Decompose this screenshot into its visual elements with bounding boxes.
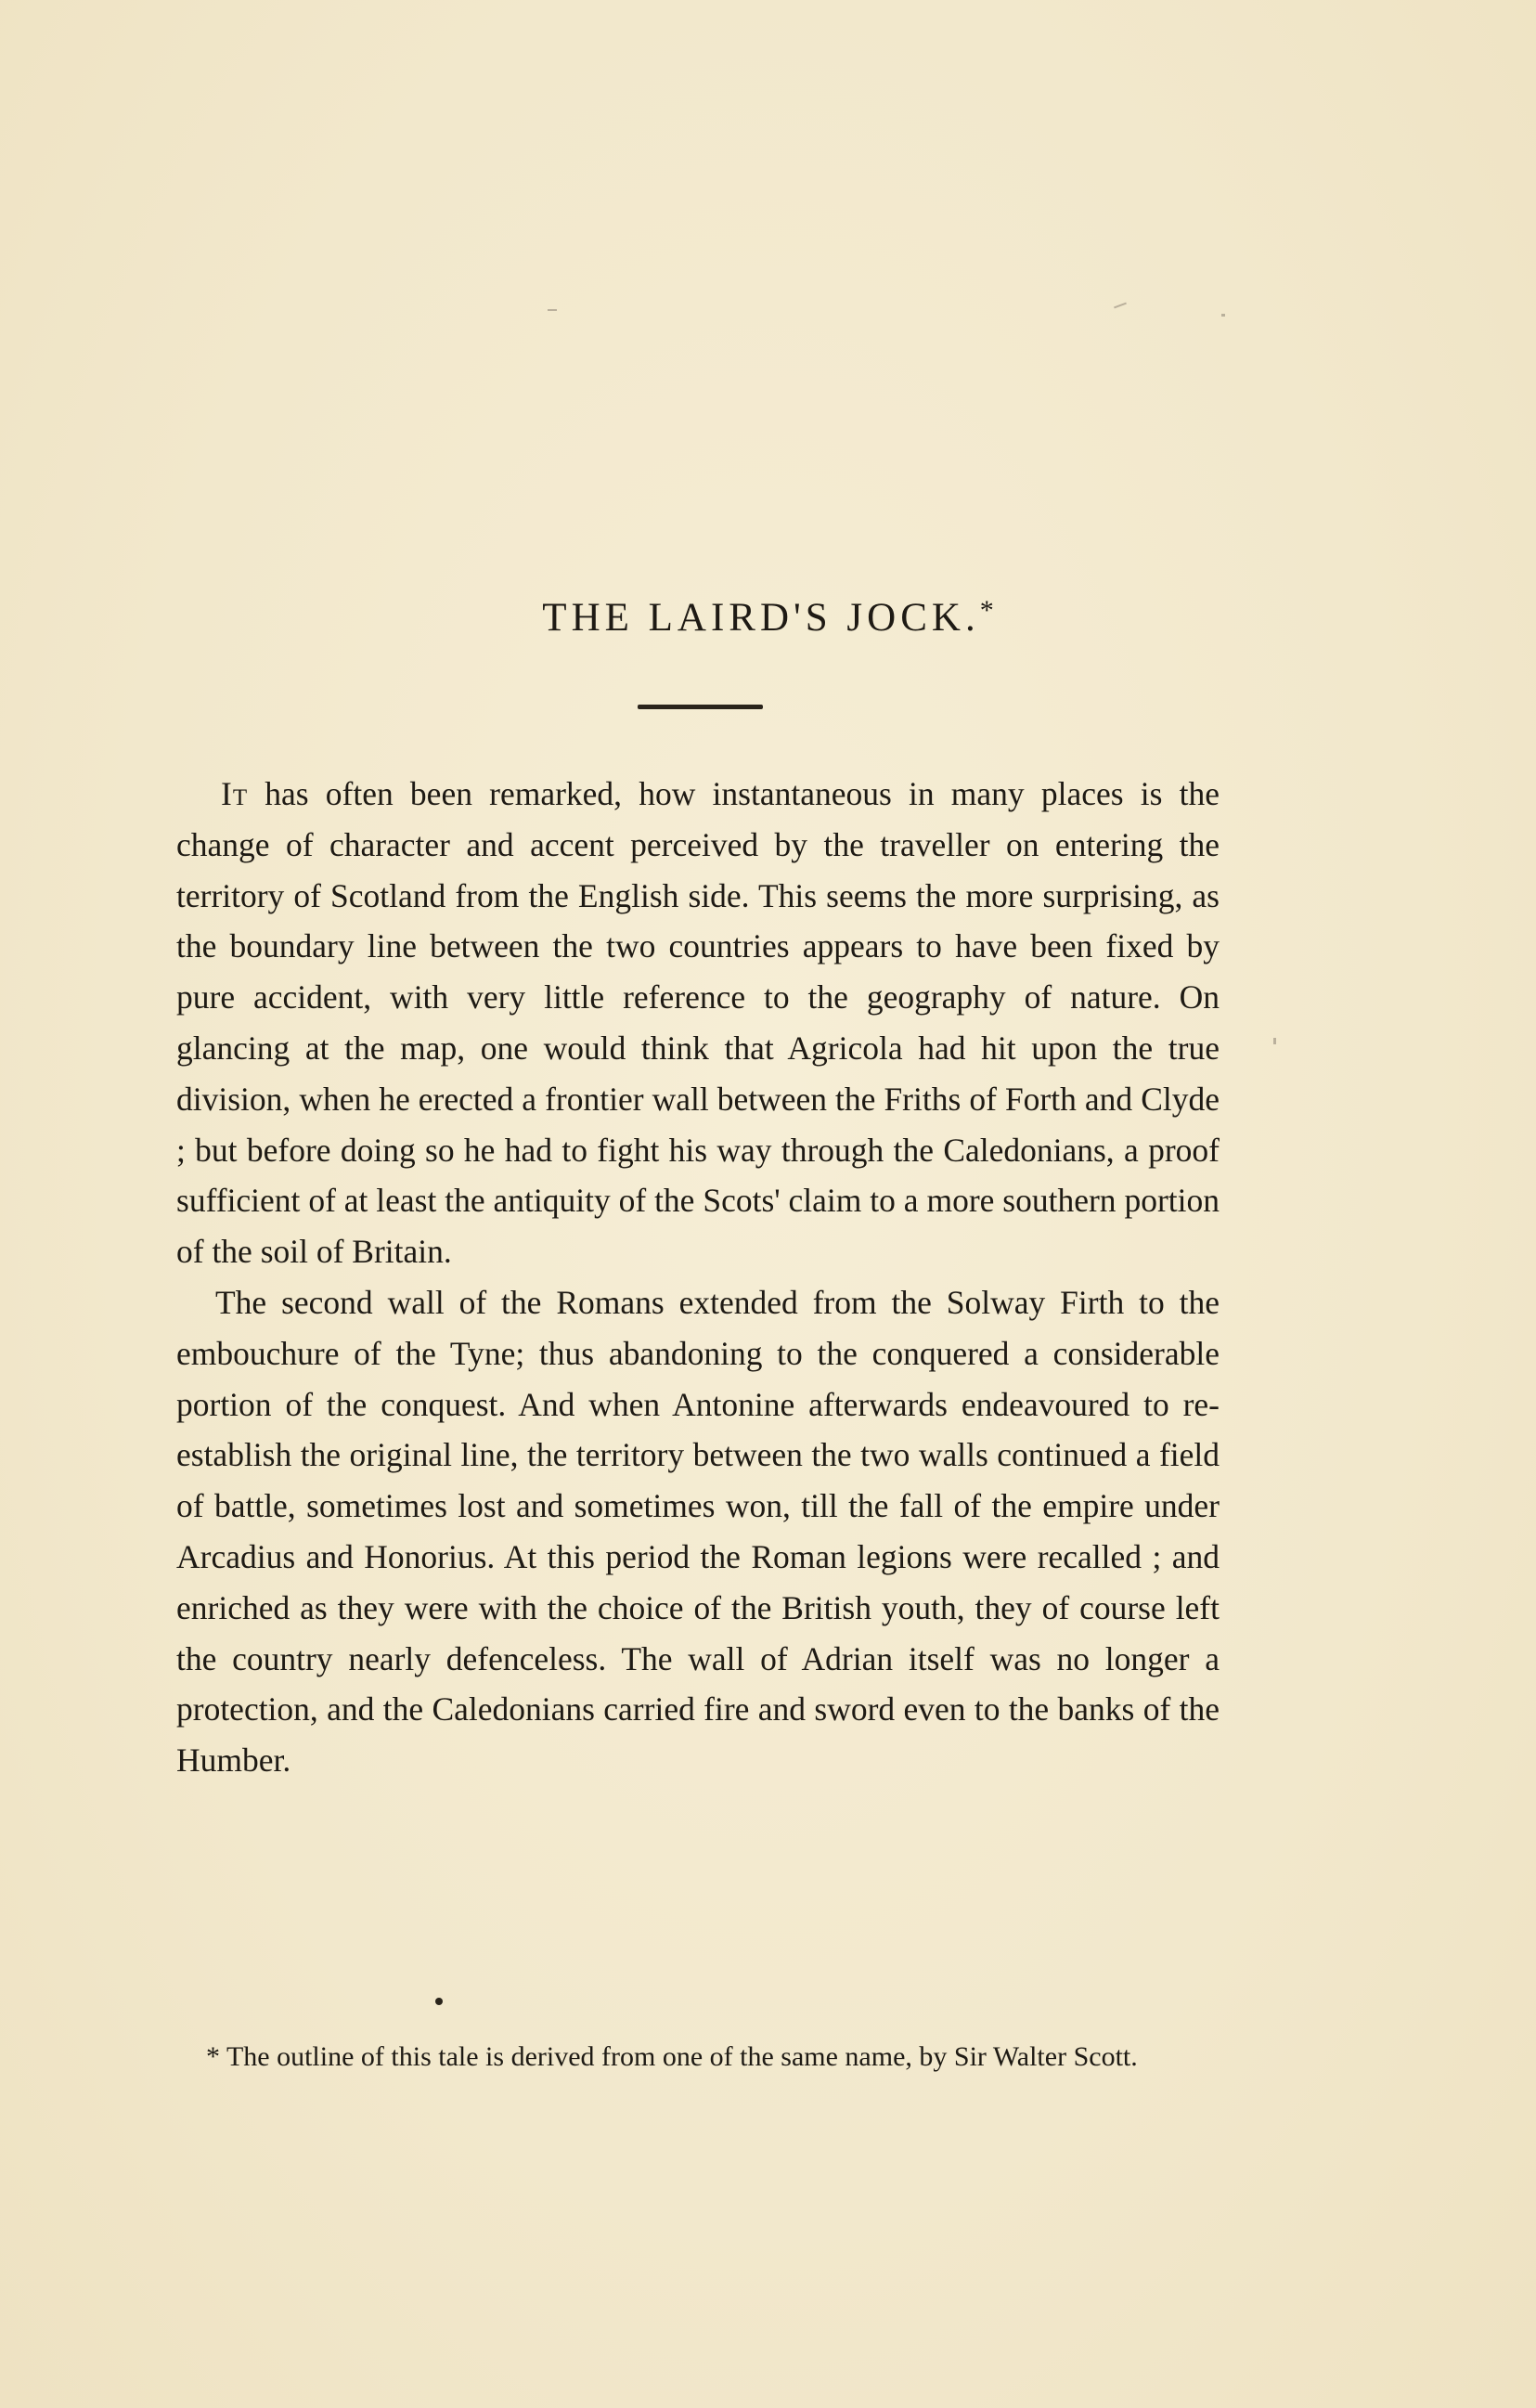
- footnote-mark: *: [206, 2041, 220, 2072]
- title-footnote-mark: *: [979, 595, 994, 626]
- chapter-title-text: THE LAIRD'S JOCK.: [542, 596, 980, 640]
- paragraph-1: [176, 769, 1220, 1277]
- stray-dot: [435, 1998, 443, 2005]
- paragraph-2: The second wall of the Romans extended from the Solway Firth to the embouchure of the Tyne; thus abandoning to the conquered a considerable portion of the conquest. And when Antonine afterwards endeavoured to re-establish the original line, the territory between the two walls continued a field of battle, sometimes lost and sometimes won, till the fall of the empire under Arcadius and Honorius. At this period the Roman legions were recalled ; and enriched as they were with the choice of the British youth, they of course left the country nearly defenceless. The wall of Adrian itself was no longer a protection, and the Caledonians carried fire and sword even to the banks of the Humber.: [176, 1283, 1220, 1780]
- body-text: [176, 769, 1220, 1786]
- footnote-text: The outline of this tale is derived from one of the same name, by Sir Walter Scott.: [220, 2041, 1138, 2072]
- chapter-title: [0, 583, 1536, 646]
- footnote-paragraph: [176, 2033, 1220, 2081]
- title-rule: [638, 705, 763, 709]
- paragraph-lead-word: It: [221, 775, 249, 812]
- paragraph-1-text: has often been remarked, how instantaneous in many places is the change of character and accent perceived by the traveller on entering the territory of Scotland from the English side. This seems the more surprising, as the boundary line between the two countries appears to have been fixed by pure accident, with very little reference to the geography of nature. On glancing at the map, one would think that Agricola had hit upon the true division, when he erected a frontier wall between the Friths of Forth and Clyde ; but before doing so he had to fight his way through the Caledonians, a proof sufficient of at least the antiquity of the Scots' claim to a more southern portion of the soil of Britain.: [176, 775, 1220, 1271]
- footnote: [176, 2033, 1220, 2081]
